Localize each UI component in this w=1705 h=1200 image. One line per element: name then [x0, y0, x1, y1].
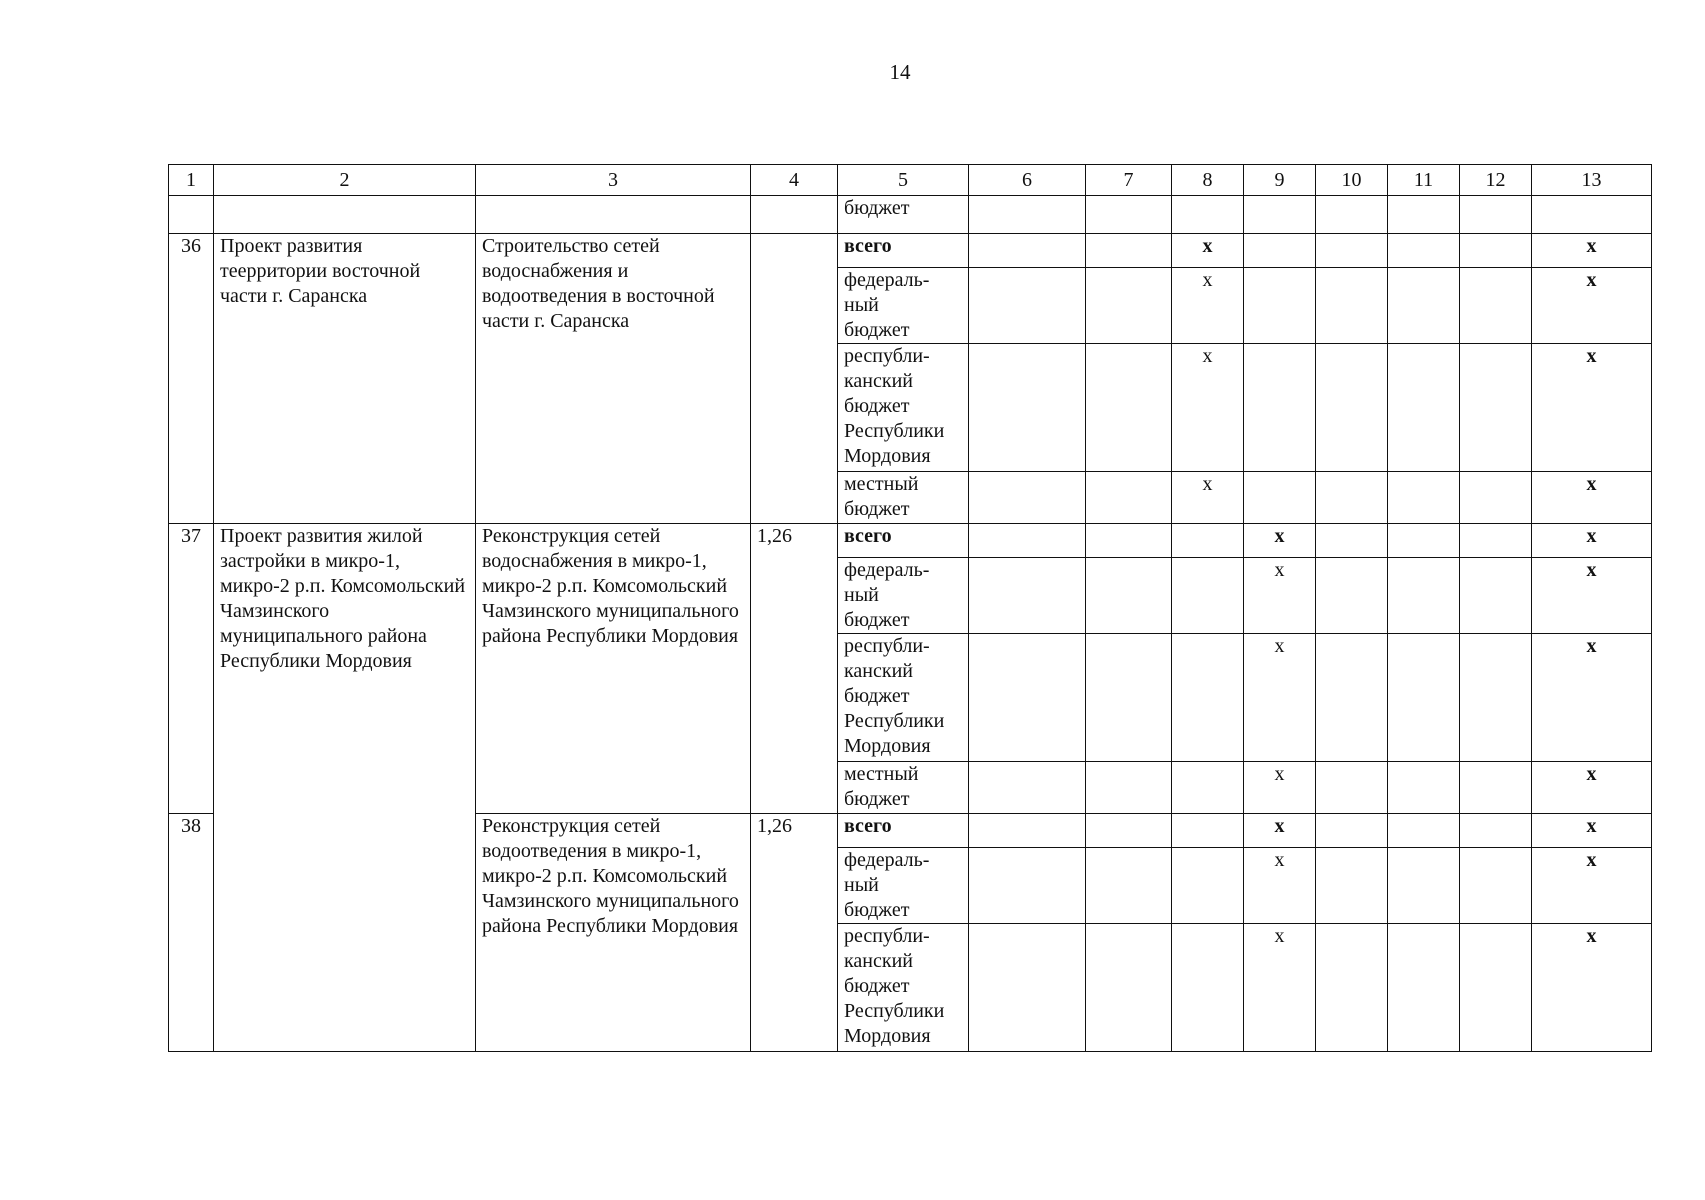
cell: [1086, 472, 1172, 524]
mark-col-13: x: [1532, 344, 1652, 472]
mark-col-8: [1172, 558, 1244, 634]
cell: [169, 196, 214, 234]
cell: [1086, 848, 1172, 924]
mark-col-13: x: [1532, 814, 1652, 848]
cell: [1086, 344, 1172, 472]
length-value: 1,26: [751, 814, 838, 1052]
length-value: [751, 234, 838, 524]
cell: [1388, 558, 1460, 634]
cell: [1460, 268, 1532, 344]
cell: [969, 234, 1086, 268]
mark-col-9: x: [1244, 848, 1316, 924]
mark-col-9: [1244, 234, 1316, 268]
mark-col-13: x: [1532, 848, 1652, 924]
mark-col-8: x: [1172, 472, 1244, 524]
cell: [1086, 558, 1172, 634]
cell: [476, 196, 751, 234]
mark-col-9: [1244, 472, 1316, 524]
column-header: 1: [169, 165, 214, 196]
mark-col-9: x: [1244, 558, 1316, 634]
mark-col-8: [1172, 814, 1244, 848]
column-header: 3: [476, 165, 751, 196]
cell: [969, 344, 1086, 472]
cell: [1460, 634, 1532, 762]
mark-col-9: x: [1244, 524, 1316, 558]
cell: [1460, 924, 1532, 1052]
mark-col-8: x: [1172, 234, 1244, 268]
page-number: 14: [889, 60, 911, 84]
column-header: 11: [1388, 165, 1460, 196]
cell: [969, 924, 1086, 1052]
mark-col-9: [1244, 344, 1316, 472]
mark-col-9: x: [1244, 762, 1316, 814]
cell: [1388, 634, 1460, 762]
cell: [969, 268, 1086, 344]
budget-label: федераль- ный бюджет: [838, 848, 969, 924]
header-row: [169, 165, 1652, 196]
cell: [1532, 196, 1652, 234]
mark-col-9: x: [1244, 814, 1316, 848]
mark-col-13: x: [1532, 762, 1652, 814]
cell: [1316, 762, 1388, 814]
mark-col-9: x: [1244, 634, 1316, 762]
cell: [1316, 924, 1388, 1052]
cell: [1316, 268, 1388, 344]
project-name: Проект развития жилой застройки в микро-1, микро-2 р.п. Комсомольский Чамзинского муниципального района Республики Мордовия: [214, 524, 476, 1052]
column-header: 13: [1532, 165, 1652, 196]
cell: [1316, 524, 1388, 558]
cell: [1388, 924, 1460, 1052]
cell: [1460, 558, 1532, 634]
cell: [214, 196, 476, 234]
cell: [1086, 234, 1172, 268]
cell: [969, 848, 1086, 924]
cell: [1316, 558, 1388, 634]
column-header: 6: [969, 165, 1086, 196]
cell: [1316, 814, 1388, 848]
cell: [969, 472, 1086, 524]
cell: [1086, 762, 1172, 814]
cell: [1086, 268, 1172, 344]
table-row: [169, 196, 1652, 234]
budget-label: местный бюджет: [838, 762, 969, 814]
budget-label: республи- канский бюджет Республики Мордовия: [838, 924, 969, 1052]
cell: [1316, 472, 1388, 524]
cell: [1460, 234, 1532, 268]
column-header: 2: [214, 165, 476, 196]
cell: [969, 558, 1086, 634]
cell: [969, 524, 1086, 558]
column-header: 12: [1460, 165, 1532, 196]
cell: [1388, 196, 1460, 234]
cell: [1388, 268, 1460, 344]
mark-col-8: [1172, 848, 1244, 924]
mark-col-13: x: [1532, 634, 1652, 762]
project-name: Проект развития теерритории восточной части г. Саранска: [214, 234, 476, 524]
row-number: 38: [169, 814, 214, 1052]
budget-label: всего: [838, 814, 969, 848]
cell: [1316, 848, 1388, 924]
length-value: 1,26: [751, 524, 838, 814]
mark-col-13: x: [1532, 524, 1652, 558]
cell: [1388, 762, 1460, 814]
cell: [1460, 848, 1532, 924]
cell: [1388, 848, 1460, 924]
cell: [1460, 762, 1532, 814]
mark-col-13: x: [1532, 234, 1652, 268]
cell: [1086, 634, 1172, 762]
cell: [1316, 344, 1388, 472]
mark-col-8: x: [1172, 344, 1244, 472]
column-header: 8: [1172, 165, 1244, 196]
cell: [1086, 924, 1172, 1052]
mark-col-9: [1244, 268, 1316, 344]
budget-label: федераль- ный бюджет: [838, 268, 969, 344]
cell: [1388, 814, 1460, 848]
cell: [1460, 344, 1532, 472]
cell: [1316, 196, 1388, 234]
mark-col-8: [1172, 524, 1244, 558]
cell: [1388, 524, 1460, 558]
work-description: Реконструкция сетей водоотведения в микро-1, микро-2 р.п. Комсомольский Чамзинского муниципального района Республики Мордовия: [476, 814, 751, 1052]
budget-label: федераль- ный бюджет: [838, 558, 969, 634]
cell: [1086, 814, 1172, 848]
column-header: 4: [751, 165, 838, 196]
cell: [1316, 634, 1388, 762]
column-header: 9: [1244, 165, 1316, 196]
mark-col-13: x: [1532, 472, 1652, 524]
budget-label: местный бюджет: [838, 472, 969, 524]
table-row: [169, 524, 1652, 558]
budget-label: республи- канский бюджет Республики Мордовия: [838, 634, 969, 762]
column-header: 10: [1316, 165, 1388, 196]
budget-label: республи- канский бюджет Республики Мордовия: [838, 344, 969, 472]
mark-col-13: x: [1532, 924, 1652, 1052]
cell: [1388, 234, 1460, 268]
budget-label: всего: [838, 524, 969, 558]
cell: [969, 196, 1086, 234]
mark-col-13: x: [1532, 558, 1652, 634]
cell: [1460, 472, 1532, 524]
mark-col-8: x: [1172, 268, 1244, 344]
mark-col-8: [1172, 924, 1244, 1052]
cell: [1388, 344, 1460, 472]
table-body: [169, 165, 1652, 1052]
column-header: 5: [838, 165, 969, 196]
cell: [1388, 472, 1460, 524]
cell: [1086, 524, 1172, 558]
mark-col-8: [1172, 634, 1244, 762]
cell: [969, 634, 1086, 762]
cell: [1086, 196, 1172, 234]
cell: [1460, 524, 1532, 558]
column-header: 7: [1086, 165, 1172, 196]
budget-table: [168, 164, 1652, 1052]
cell: [751, 196, 838, 234]
budget-label: бюджет: [838, 196, 969, 234]
row-number: 37: [169, 524, 214, 814]
work-description: Реконструкция сетей водоснабжения в микро-1, микро-2 р.п. Комсомольский Чамзинского муниципального района Республики Мордовия: [476, 524, 751, 814]
mark-col-9: x: [1244, 924, 1316, 1052]
cell: [969, 814, 1086, 848]
cell: [1244, 196, 1316, 234]
cell: [969, 762, 1086, 814]
cell: [1172, 196, 1244, 234]
row-number: 36: [169, 234, 214, 524]
mark-col-13: x: [1532, 268, 1652, 344]
mark-col-8: [1172, 762, 1244, 814]
work-description: Строительство сетей водоснабжения и водоотведения в восточной части г. Саранска: [476, 234, 751, 524]
cell: [1316, 234, 1388, 268]
budget-label: всего: [838, 234, 969, 268]
table-row: [169, 234, 1652, 268]
cell: [1460, 196, 1532, 234]
cell: [1460, 814, 1532, 848]
